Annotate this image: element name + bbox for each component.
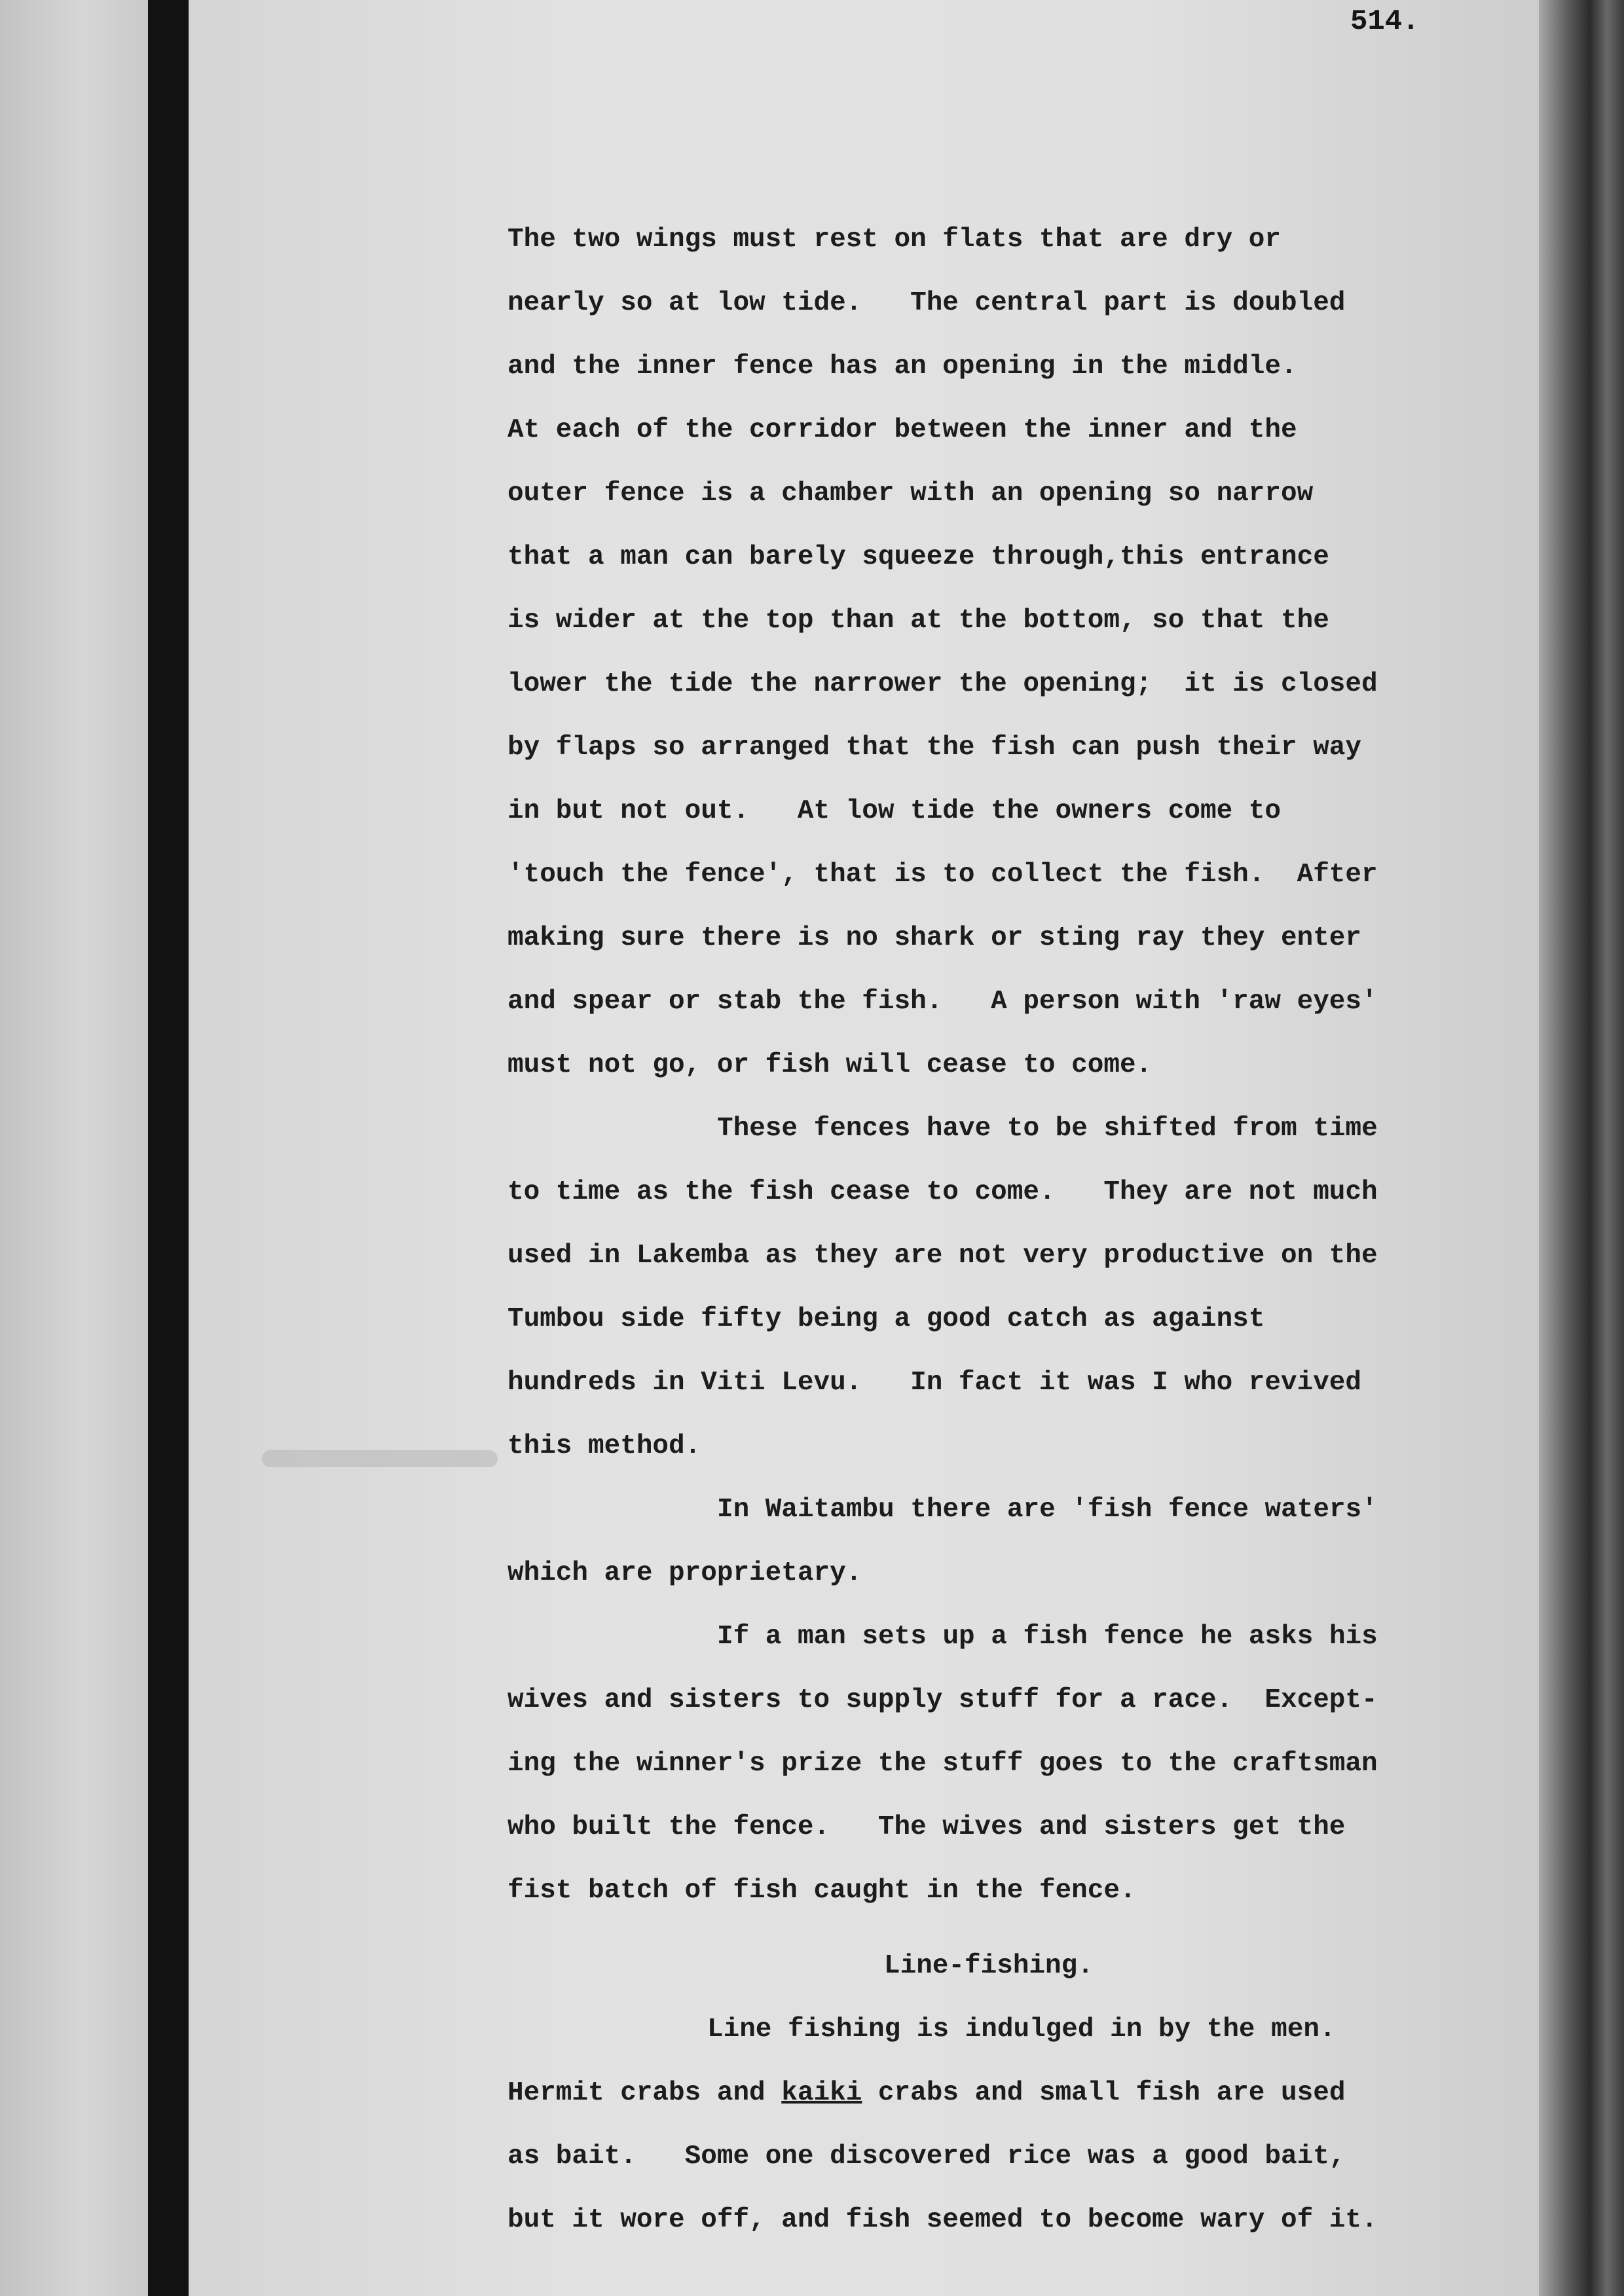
text-line: must not go, or fish will cease to come.	[507, 1050, 1153, 1080]
text-line: wives and sisters to supply stuff for a race. Except-	[507, 1685, 1378, 1715]
text-line	[507, 2062, 1529, 2125]
typed-text-block	[507, 208, 1529, 2252]
text-line: outer fence is a chamber with an opening so narrow	[507, 479, 1314, 509]
text-fragment: Hermit crabs and	[507, 2078, 782, 2108]
text-line: by flaps so arranged that the fish can push their way	[507, 733, 1362, 763]
text-line: Line fishing is indulged in by the men.	[707, 2014, 1336, 2045]
text-line: making sure there is no shark or sting ray they enter	[507, 923, 1362, 953]
text-line: nearly so at low tide. The central part is doubled	[507, 288, 1346, 318]
text-line: lower the tide the narrower the opening; it is closed	[507, 669, 1378, 699]
text-line: which are proprietary.	[507, 1558, 862, 1588]
text-line: is wider at the top than at the bottom, so that the	[507, 606, 1329, 636]
text-line: and the inner fence has an opening in the middle.	[507, 352, 1297, 382]
text-line: who built the fence. The wives and sisters get the	[507, 1812, 1346, 1842]
text-line: as bait. Some one discovered rice was a good bait,	[507, 2141, 1346, 2172]
text-line: fist batch of fish caught in the fence.	[507, 1876, 1136, 1906]
section-heading: Line-fishing.	[884, 1951, 1094, 1981]
text-line: this method.	[507, 1431, 701, 1461]
text-line: ing the winner's prize the stuff goes to the craftsman	[507, 1749, 1378, 1779]
left-margin	[0, 0, 148, 2296]
text-line: in but not out. At low tide the owners come to	[507, 796, 1281, 826]
page-number: 514.	[1350, 5, 1420, 38]
text-line: and spear or stab the fish. A person with 'raw eyes'	[507, 987, 1378, 1017]
binding-edge	[148, 0, 189, 2296]
text-fragment: crabs and small fish are used	[862, 2078, 1346, 2108]
underlined-term: kaiki	[781, 2078, 862, 2108]
text-line: to time as the fish cease to come. They are not much	[507, 1177, 1378, 1207]
text-line: hundreds in Viti Levu. In fact it was I who revived	[507, 1368, 1362, 1398]
text-line: The two wings must rest on flats that are dry or	[507, 225, 1281, 255]
text-line: but it wore off, and fish seemed to become wary of it.	[507, 2205, 1378, 2235]
text-line: 'touch the fence', that is to collect the fish. After	[507, 860, 1378, 890]
text-line: that a man can barely squeeze through,this entrance	[507, 542, 1329, 572]
text-line: used in Lakemba as they are not very productive on the	[507, 1241, 1378, 1271]
text-line: In Waitambu there are 'fish fence waters'	[717, 1495, 1378, 1525]
text-line: At each of the corridor between the inner and the	[507, 415, 1297, 445]
smudge-mark	[262, 1450, 498, 1467]
text-line: If a man sets up a fish fence he asks his	[717, 1622, 1378, 1652]
page-right-edge	[1539, 0, 1624, 2296]
text-line: Tumbou side fifty being a good catch as against	[507, 1304, 1265, 1334]
text-line: These fences have to be shifted from time	[717, 1114, 1378, 1144]
